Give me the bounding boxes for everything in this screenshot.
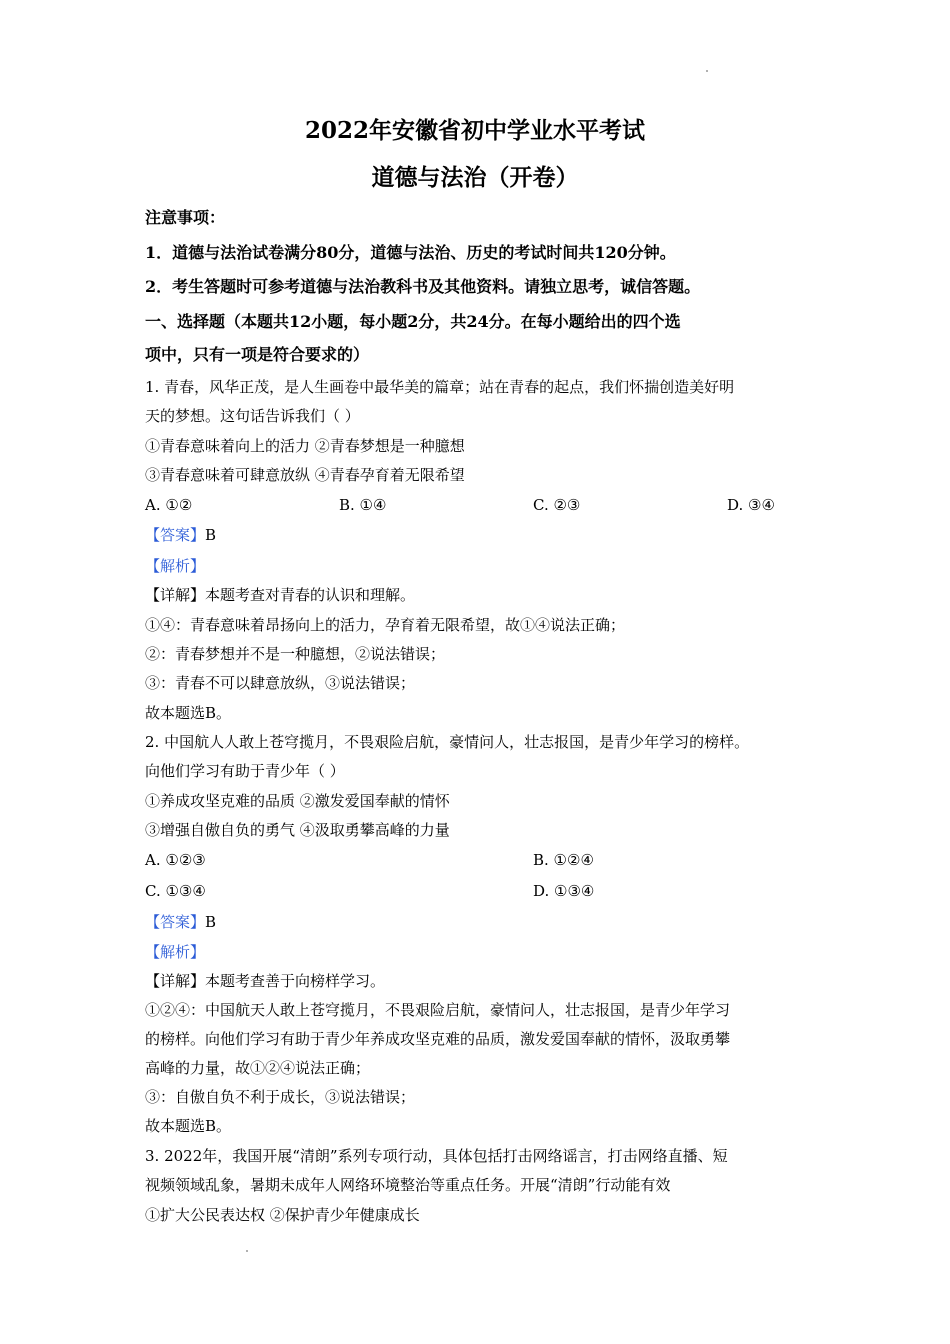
- question-stem: 视频领域乱象，暑期未成年人网络环境整治等重点任务。开展“清朗”行动能有效: [145, 1176, 671, 1194]
- explain-line: 故本题选B。: [145, 1117, 232, 1135]
- analysis-tag: 【解析】: [145, 557, 206, 575]
- detail-line: [145, 970, 825, 992]
- answer-tag: 【答案】: [145, 526, 206, 544]
- explain-line: ①②④：中国航天人敢上苍穹揽月，不畏艰险启航，豪情问人，壮志报国，是青少年学习: [145, 1001, 731, 1019]
- option-b: B. ①④: [339, 496, 387, 514]
- explain-line: ③：自傲自负不利于成长，③说法错误；: [145, 1088, 416, 1106]
- answer-line: [145, 911, 825, 933]
- answer-tag: 【答案】: [145, 913, 206, 931]
- answer-value: B: [205, 526, 217, 544]
- page-title: 2022年安徽省初中学业水平考试: [304, 117, 645, 144]
- notice-item: 2．考生答题时可参考道德与法治教科书及其他资料。请独立思考，诚信答题。: [145, 277, 701, 296]
- option-d: D. ①③④: [533, 882, 595, 900]
- detail-text: 本题考查善于向榜样学习。: [205, 972, 386, 990]
- question-stem: 3. 2022年，我国开展“清朗”系列专项行动，具体包括打击网络谣言，打击网络直播、短: [145, 1147, 728, 1165]
- page-subtitle: 道德与法治（开卷）: [371, 164, 579, 191]
- detail-tag: 【详解】: [145, 586, 206, 604]
- question-items: ③青春意味着可肆意放纵 ④青春孕育着无限希望: [145, 466, 465, 484]
- question-stem: 向他们学习有助于青少年（ ）: [145, 762, 345, 780]
- detail-text: 本题考查对青春的认识和理解。: [205, 586, 416, 604]
- question-items: ①养成攻坚克难的品质 ②激发爱国奉献的情怀: [145, 792, 450, 810]
- explain-line: ①④：青春意味着昂扬向上的活力，孕育着无限希望，故①④说法正确；: [145, 616, 626, 634]
- option-d: D. ③④: [727, 496, 775, 514]
- explain-line: ③：青春不可以肆意放纵，③说法错误；: [145, 674, 416, 692]
- explain-line: 的榜样。向他们学习有助于青少年养成攻坚克难的品质，激发爱国奉献的情怀，汲取勇攀: [145, 1030, 731, 1048]
- analysis-tag: 【解析】: [145, 943, 206, 961]
- explain-line: 故本题选B。: [145, 704, 232, 722]
- option-a: A. ①②③: [145, 851, 206, 869]
- option-b: B. ①②④: [533, 851, 594, 869]
- section-heading: 一、选择题（本题共12小题，每小题2分，共24分。在每小题给出的四个选: [145, 312, 681, 331]
- detail-line: [145, 584, 825, 606]
- answer-value: B: [205, 913, 217, 931]
- question-items: ③增强自傲自负的勇气 ④汲取勇攀高峰的力量: [145, 821, 450, 839]
- option-c: C. ①③④: [145, 882, 206, 900]
- question-stem: 2. 中国航人人敢上苍穹揽月，不畏艰险启航，豪情问人，壮志报国，是青少年学习的榜样。: [145, 733, 750, 751]
- section-heading-cont: 项中，只有一项是符合要求的）: [145, 345, 370, 364]
- option-c: C. ②③: [533, 496, 581, 514]
- option-a: A. ①②: [145, 496, 193, 514]
- answer-line: [145, 524, 825, 546]
- question-stem: 1. 青春，风华正茂，是人生画卷中最华美的篇章；站在青春的起点，我们怀揣创造美好明: [145, 378, 735, 396]
- notice-item: 1．道德与法治试卷满分80分，道德与法治、历史的考试时间共120分钟。: [145, 243, 676, 262]
- explain-line: ②：青春梦想并不是一种臆想，②说法错误；: [145, 645, 446, 663]
- scan-speck: [706, 70, 708, 72]
- detail-tag: 【详解】: [145, 972, 206, 990]
- question-stem: 天的梦想。这句话告诉我们（ ）: [145, 407, 360, 425]
- notice-heading: 注意事项：: [145, 208, 226, 227]
- question-items: ①青春意味着向上的活力 ②青春梦想是一种臆想: [145, 437, 465, 455]
- explain-line: 高峰的力量，故①②④说法正确；: [145, 1059, 371, 1077]
- question-items: ①扩大公民表达权 ②保护青少年健康成长: [145, 1206, 420, 1224]
- scan-speck: [246, 1250, 248, 1252]
